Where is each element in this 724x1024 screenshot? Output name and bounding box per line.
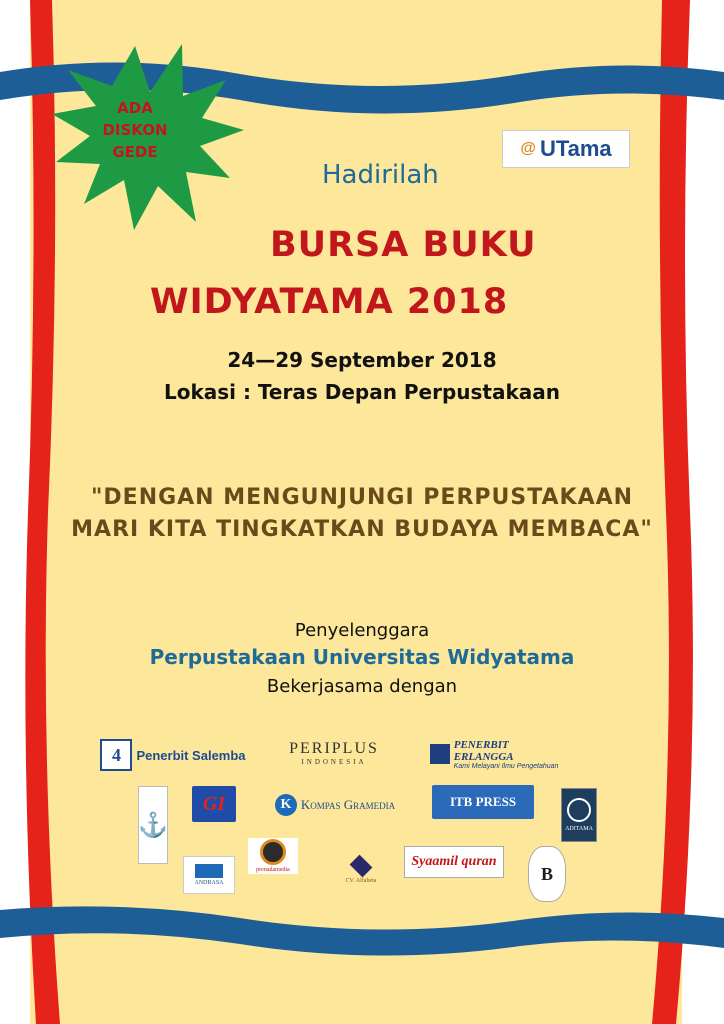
gi-logo: GI (192, 786, 236, 822)
prenadamedia-logo (248, 838, 298, 874)
utama-logo (502, 130, 630, 168)
utama-name: UTama (539, 136, 612, 161)
b-publisher-logo: B (528, 846, 566, 902)
erlangga-logo (430, 738, 570, 770)
alfabeta-name: CV. Alfabeta (345, 878, 377, 884)
kompas-gramedia-logo (260, 790, 410, 820)
quote-line-1: "DENGAN MENGUNJUNGI PERPUSTAKAAN (90, 485, 634, 510)
andrasa-icon (195, 864, 223, 878)
aditama-icon (567, 798, 591, 822)
periplus-logo (272, 740, 396, 766)
organizer-label: Penyelenggara (294, 620, 430, 641)
event-title-line-2: WIDYATAMA 2018 (150, 282, 509, 322)
left-red-stripe (25, 0, 60, 1024)
prenada-icon (260, 839, 286, 865)
anchor-logo (138, 786, 168, 864)
anchor-icon: ⚓ (138, 812, 168, 839)
salemba-icon: 4 (100, 739, 132, 771)
periplus-sub: INDONESIA (301, 758, 367, 766)
kompas-name: Kompas Gramedia (300, 797, 396, 812)
discount-badge (80, 97, 190, 163)
alfabeta-logo (328, 848, 394, 892)
bottom-blue-wave (0, 906, 724, 955)
badge-line-3: GEDE (112, 143, 158, 161)
event-location: Lokasi : Teras Depan Perpustakaan (163, 380, 561, 404)
invite-text: Hadirilah (322, 160, 439, 190)
itb-press-logo: ITB PRESS (432, 785, 534, 819)
erlangga-name: PENERBIT ERLANGGA (453, 738, 514, 763)
quote-line-2: MARI KITA TINGKATKAN BUDAYA MEMBACA" (71, 517, 653, 542)
andrasa-name: ANDRASA (194, 880, 224, 886)
aditama-name: ADITAMA (565, 826, 593, 832)
kompas-k-icon: K (275, 794, 297, 816)
collaboration-label: Bekerjasama dengan (266, 676, 458, 697)
andrasa-logo (183, 856, 235, 894)
right-red-stripe (652, 0, 693, 1024)
erlangga-tagline: Kami Melayani Ilmu Pengetahuan (453, 762, 559, 770)
salemba-name: Penerbit Salemba (136, 747, 246, 763)
erlangga-book-icon (430, 744, 450, 764)
salemba-logo (100, 738, 246, 772)
alfabeta-icon (350, 855, 373, 878)
event-title-line-1: BURSA BUKU (270, 225, 537, 265)
badge-line-1: ADA (117, 99, 153, 117)
periplus-name: PERIPLUS (289, 740, 379, 757)
organizer-name: Perpustakaan Universitas Widyatama (149, 645, 575, 669)
prenada-name: prenadamedia (256, 867, 290, 873)
utama-at-icon: @ (520, 140, 536, 157)
syaamil-logo: Syaamil quran (404, 846, 504, 878)
badge-line-2: DISKON (102, 121, 168, 139)
event-date: 24—29 September 2018 (227, 348, 497, 372)
aditama-logo (561, 788, 597, 842)
